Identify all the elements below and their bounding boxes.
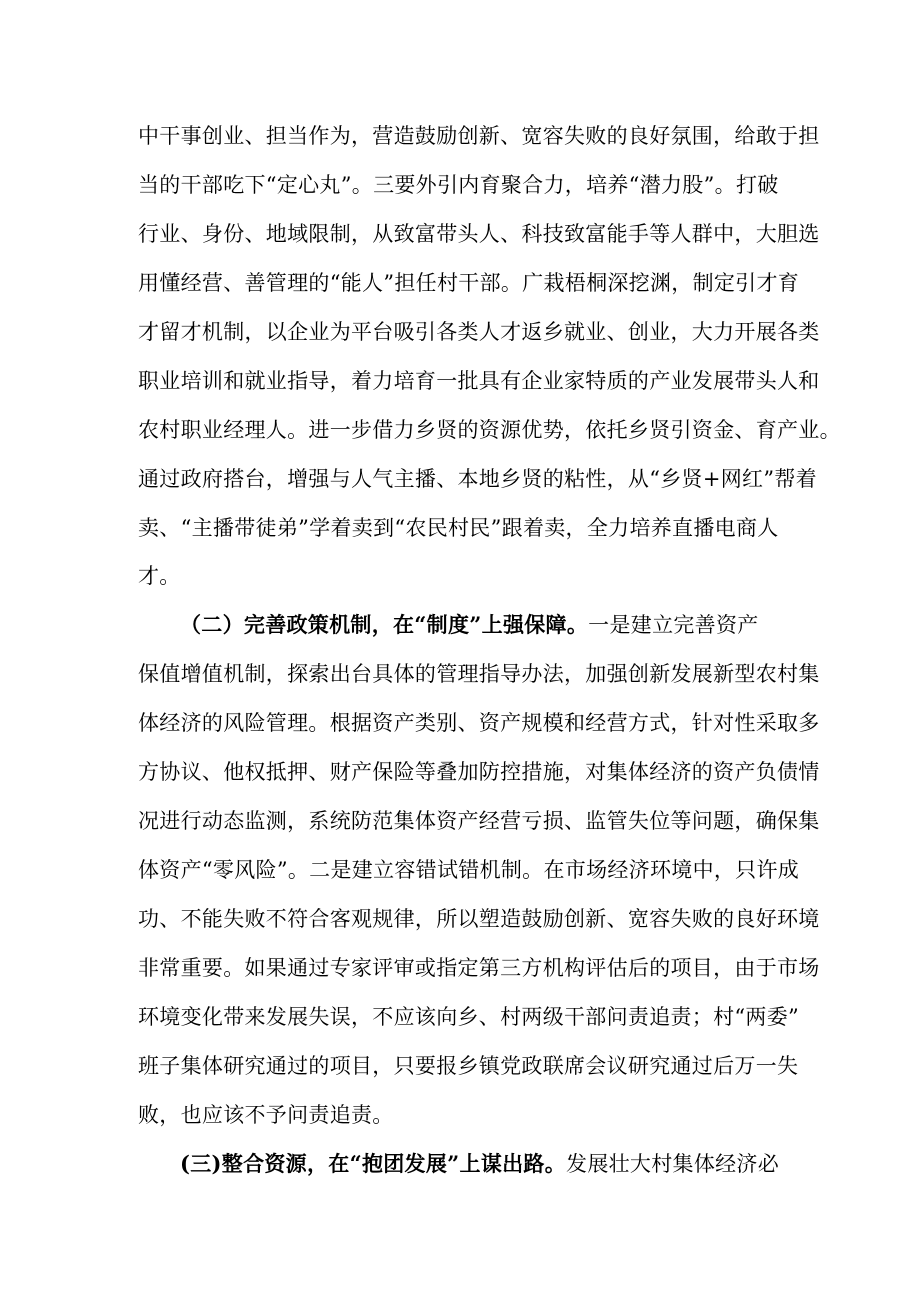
text-line: 当的干部吃下“定心丸”。三要外引内育聚合力，培养“潜力股”。打破: [138, 173, 779, 197]
text-line: 中干事创业、担当作为，营造鼓励创新、宽容失败的良好氛围，给敢于担: [138, 124, 820, 148]
text-line: 体资产“零风险”。二是建立容错试错机制。在市场经济环境中，只许成: [138, 858, 800, 882]
text-line: 功、不能失败不符合客观规律，所以塑造鼓励创新、宽容失败的良好环境: [138, 907, 820, 931]
text-line: 卖、“主播带徒弟”学着卖到“农民村民”跟着卖，全力培养直播电商人: [138, 516, 779, 540]
text-line: 况进行动态监测，系统防范集体资产经营亏损、监管失位等问题，确保集: [138, 809, 820, 833]
text-line: 班子集体研究通过的项目，只要报乡镇党政联席会议研究通过后万一失: [138, 1054, 799, 1078]
text-line: 环境变化带来发展失误，不应该向乡、村两级干部问责追责；村“两委”: [138, 1005, 800, 1029]
text-line: 职业培训和就业指导，着力培育一批具有企业家特质的产业发展带头人和: [138, 369, 820, 393]
text-line: 体经济的风险管理。根据资产类别、资产规模和经营方式，针对性采取多: [138, 711, 820, 735]
heading-line-text: 发展壮大村集体经济必: [566, 1152, 780, 1176]
text-line: 败，也应该不予问责追责。: [138, 1103, 394, 1127]
section-heading-line: [180, 612, 759, 638]
text-line: 保值增值机制，探索出台具体的管理指导办法，加强创新发展新型农村集: [138, 662, 820, 686]
text-line: 行业、身份、地域限制，从致富带头人、科技致富能手等人群中，大胆选: [138, 222, 820, 246]
text-line: 非常重要。如果通过专家评审或指定第三方机构评估后的项目，由于市场: [138, 956, 820, 980]
text-line: 用懂经营、善管理的“能人”担任村干部。广栽梧桐深挖渊，制定引才育: [138, 271, 800, 295]
text-line: 才留才机制，以企业为平台吸引各类人才返乡就业、创业，大力开展各类: [138, 320, 820, 344]
section-heading: （二）完善政策机制，在“制度”上强保障。: [180, 612, 589, 637]
section-heading-line: [180, 1151, 779, 1177]
section-heading: (三)整合资源，在“抱团发展”上谋出路。: [180, 1151, 567, 1176]
text-line: 通过政府搭台，增强与人气主播、本地乡贤的粘性，从“乡贤+网红”帮着: [138, 467, 817, 491]
heading-line-text: 一是建立完善资产: [588, 613, 759, 637]
text-line: 农村职业经理人。进一步借力乡贤的资源优势，依托乡贤引资金、育产业。: [138, 418, 841, 442]
text-line: 方协议、他权抵押、财产保险等叠加防控措施，对集体经济的资产负债情: [138, 760, 820, 784]
text-line: 才。: [138, 564, 181, 588]
